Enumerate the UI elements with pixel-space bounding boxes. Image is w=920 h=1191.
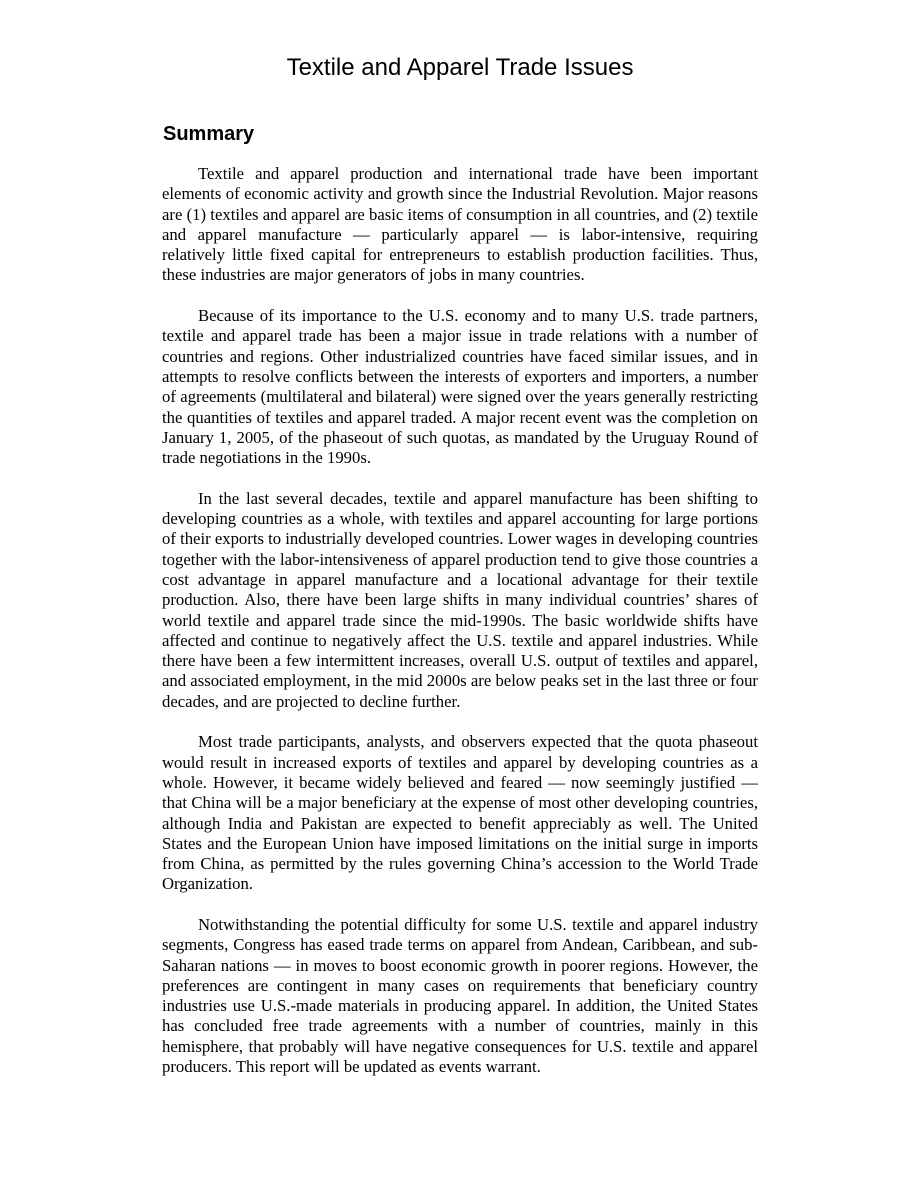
document-title: Textile and Apparel Trade Issues	[286, 54, 634, 81]
paragraph: In the last several decades, textile and apparel manufacture has been shifting to developing countries as a whole, with textiles and apparel accounting for large portions of their exports to industrially developed countries. Lower wages in developing countries together with the labor-intensiveness of apparel production tend to give those countries a cost advantage in apparel manufacture and a locational advantage for their textile production. Also, there have been large shifts in many individual countries’ shares of world textile and apparel trade since the mid-1990s. The basic worldwide shifts have affected and continue to negatively affect the U.S. textile and apparel industries. While there have been a few intermittent increases, overall U.S. output of textiles and apparel, and associated employment, in the mid 2000s are below peaks set in the last three or four decades, and are projected to decline further.	[162, 488, 758, 711]
paragraph: Most trade participants, analysts, and observers expected that the quota phaseout would result in increased exports of textiles and apparel by developing countries as a whole. However, it became widely believed and feared — now seemingly justified — that China will be a major beneficiary at the expense of most other developing countries, although India and Pakistan are expected to benefit appreciably as well. The United States and the European Union have imposed limitations on the initial surge in imports from China, as permitted by the rules governing China’s accession to the World Trade Organization.	[162, 732, 758, 894]
paragraph: Notwithstanding the potential difficulty for some U.S. textile and apparel industry segments, Congress has eased trade terms on apparel from Andean, Caribbean, and sub-Saharan nations — in moves to boost economic growth in poorer regions. However, the preferences are contingent in many cases on requirements that beneficiary country industries use U.S.-made materials in producing apparel. In addition, the United States has concluded free trade agreements with a number of countries, mainly in this hemisphere, that probably will have negative consequences for U.S. textile and apparel producers. This report will be updated as events warrant.	[162, 914, 758, 1077]
paragraph: Because of its importance to the U.S. economy and to many U.S. trade partners, textile and apparel trade has been a major issue in trade relations with a number of countries and regions. Other industrialized countries have faced similar issues, and in attempts to resolve conflicts between the interests of exporters and importers, a number of agreements (multilateral and bilateral) were signed over the years generally restricting the quantities of textiles and apparel traded. A major recent event was the completion on January 1, 2005, of the phaseout of such quotas, as mandated by the Uruguay Round of trade negotiations in the 1990s.	[162, 306, 758, 468]
paragraph: Textile and apparel production and international trade have been important elements of economic activity and growth since the Industrial Revolution. Major reasons are (1) textiles and apparel are basic items of consumption in all countries, and (2) textile and apparel manufacture — particularly apparel — is labor-intensive, requiring relatively little fixed capital for entrepreneurs to establish production facilities. Thus, these industries are major generators of jobs in many countries.	[162, 164, 758, 285]
summary-body	[162, 164, 758, 1098]
section-heading-summary: Summary	[163, 123, 255, 145]
